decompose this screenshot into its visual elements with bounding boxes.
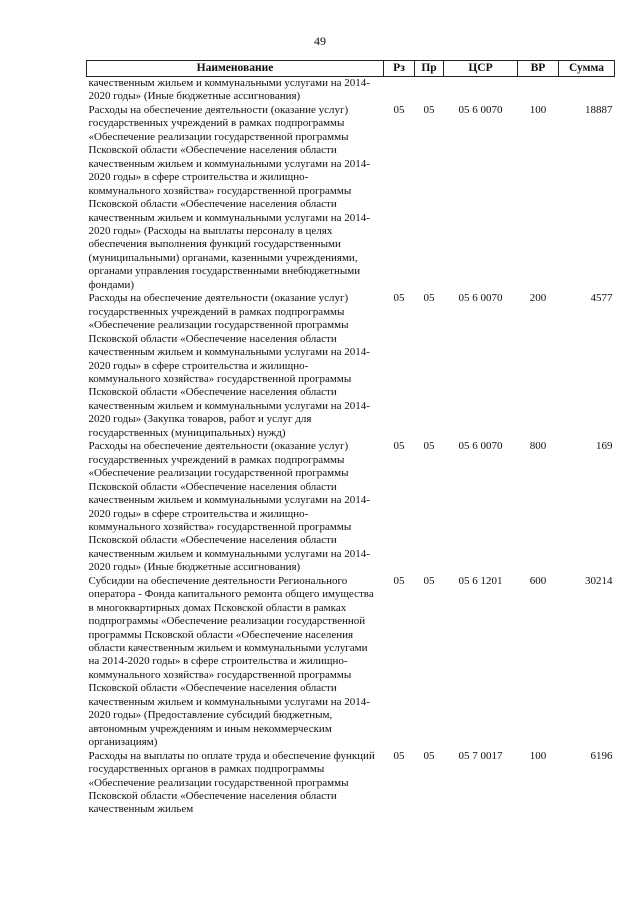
cell-name: качественным жильем и коммунальными услугами на 2014-2020 годы» (Иные бюджетные ассигнования)	[88, 77, 370, 103]
cell-rz: 05	[393, 574, 405, 587]
page-number: 49	[314, 34, 326, 48]
header-name: Наименование	[87, 61, 384, 77]
cell-sum: 18887	[585, 103, 613, 116]
cell-sum: 169	[596, 440, 613, 453]
header-vr: ВР	[518, 61, 559, 77]
cell-rz: 05	[393, 749, 405, 762]
cell-rz: 05	[393, 440, 405, 453]
cell-vr: 800	[529, 440, 547, 453]
cell-rz: 05	[393, 103, 405, 116]
cell-csr: 05 6 0070	[458, 103, 503, 116]
cell-pr: 05	[423, 103, 435, 116]
cell-pr: 05	[423, 292, 435, 305]
cell-vr: 600	[529, 574, 547, 587]
cell-vr: 100	[529, 749, 547, 762]
header-csr: ЦСР	[444, 61, 518, 77]
table-row-continuation	[87, 77, 615, 104]
cell-pr: 05	[423, 749, 435, 762]
cell-csr: 05 6 0070	[458, 292, 503, 305]
table-header	[87, 61, 615, 77]
cell-name: Расходы на обеспечение деятельности (оказание услуг) государственных учреждений в рамках подпрограммы «Обеспечение реализации государственной программы Псковской области «Обеспечение населения области качественным жильем и коммунальными услугами на 2014-2020 годы» в сфере строительства и жилищно-коммунального хозяйства» государственной программы Псковской области «Обеспечение населения области качественным жильем и коммунальными услугами на 2014-2020 годы» (Закупка товаров, работ и услуг для государственных (муниципальных) нужд)	[88, 292, 370, 439]
table-row	[87, 575, 615, 750]
cell-name: Расходы на выплаты по оплате труда и обеспечение функций государственных органов в рамках подпрограммы «Обеспечение реализации государственной программы Псковской области «Обеспечение населения области качественным жильем	[88, 749, 375, 816]
cell-csr: 05 6 0070	[458, 440, 503, 453]
cell-pr: 05	[423, 440, 435, 453]
cell-csr: 05 6 1201	[458, 574, 503, 587]
cell-pr: 05	[423, 574, 435, 587]
cell-sum: 6196	[590, 749, 613, 762]
table-row	[87, 104, 615, 292]
header-pr: Пр	[415, 61, 444, 77]
cell-vr: 100	[529, 103, 547, 116]
header-rz: Рз	[384, 61, 415, 77]
table-row	[87, 292, 615, 440]
cell-csr: 05 7 0017	[458, 749, 503, 762]
cell-rz: 05	[393, 292, 405, 305]
budget-table	[86, 60, 615, 817]
table-row	[87, 750, 615, 817]
cell-name: Расходы на обеспечение деятельности (оказание услуг) государственных учреждений в рамках подпрограммы «Обеспечение реализации государственной программы Псковской области «Обеспечение населения области качественным жильем и коммунальными услугами на 2014-2020 годы» в сфере строительства и жилищно-коммунального хозяйства» государственной программы Псковской области «Обеспечение населения области качественным жильем и коммунальными услугами на 2014-2020 годы» (Иные бюджетные ассигнования)	[88, 440, 370, 574]
cell-sum: 30214	[585, 574, 613, 587]
cell-vr: 200	[529, 292, 547, 305]
cell-name: Субсидии на обеспечение деятельности Регионального оператора - Фонда капитального ремонта общего имущества в многоквартирных домах Псковской области в рамках подпрограммы «Обеспечение реализации государственной программы Псковской области «Обеспечение населения области качественным жильем и коммунальными услугами на 2014-2020 годы» в сфере строительства и жилищно-коммунального хозяйства» государственной программы Псковской области «Обеспечение населения области качественным жильем и коммунальными услугами на 2014-2020 годы» (Предоставление субсидий бюджетным, автономным учреждениям и иным некоммерческим организациям)	[88, 574, 374, 749]
cell-name: Расходы на обеспечение деятельности (оказание услуг) государственных учреждений в рамках подпрограммы «Обеспечение реализации государственной программы Псковской области «Обеспечение населения области качественным жильем и коммунальными услугами на 2014-2020 годы» в сфере строительства и жилищно-коммунального хозяйства» государственной программы Псковской области «Обеспечение населения области качественным жильем и коммунальными услугами на 2014-2020 годы» (Расходы на выплаты персоналу в целях обеспечения выполнения функций государственными (муниципальными) органами, казенными учреждениями, органами управления государственными внебюджетными фондами)	[88, 103, 370, 291]
cell-sum: 4577	[590, 292, 613, 305]
header-sum: Сумма	[559, 61, 615, 77]
table-row	[87, 440, 615, 575]
